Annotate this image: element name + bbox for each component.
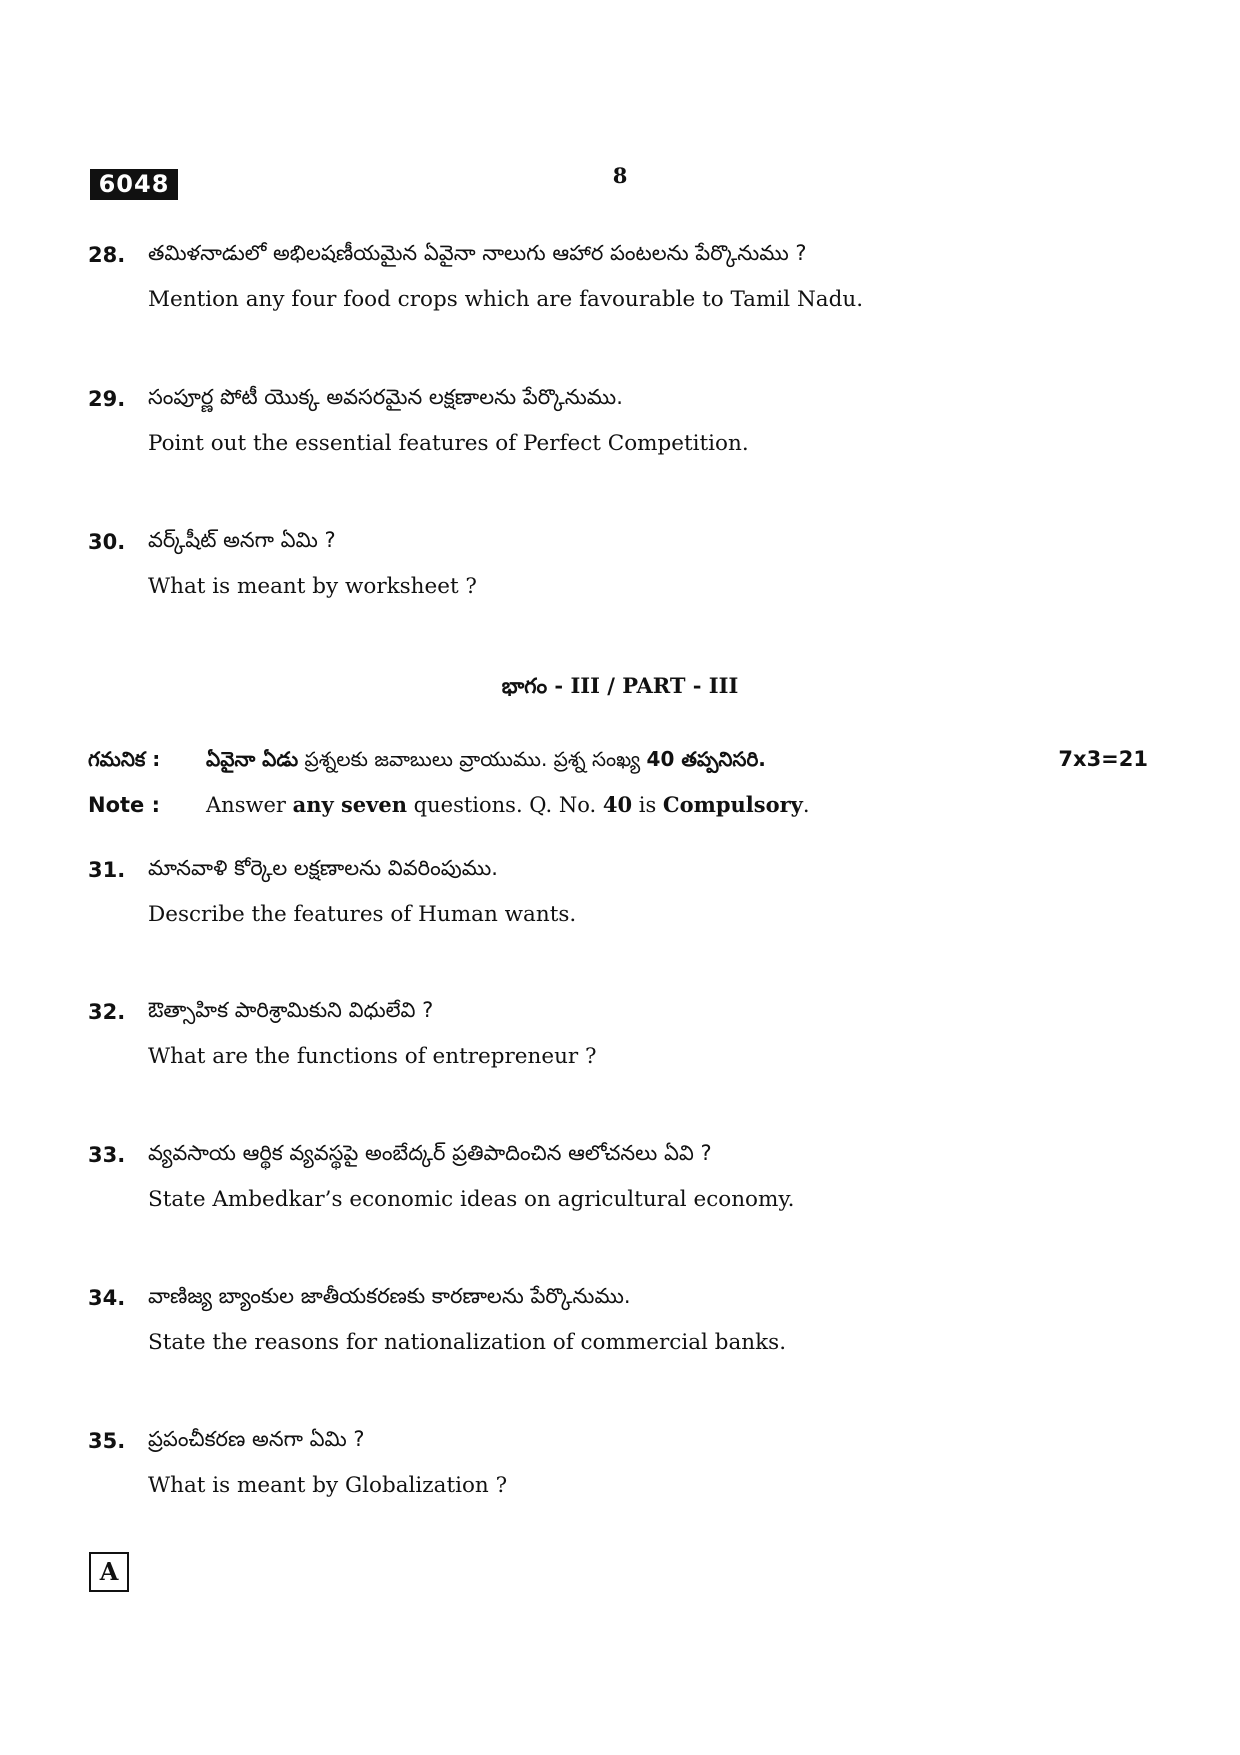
question-number: 28. bbox=[88, 243, 126, 267]
question-text-english: What are the functions of entrepreneur ? bbox=[148, 1044, 597, 1069]
marks-scheme: 7x3=21 bbox=[1058, 747, 1148, 771]
note-bold-compulsory: Compulsory bbox=[662, 792, 803, 817]
note-telugu bbox=[88, 747, 766, 776]
question-text-telugu: ప్రపంచీకరణ అనగా ఏమి ? bbox=[148, 1427, 365, 1451]
question-number: 35. bbox=[88, 1429, 126, 1453]
question-text-telugu: సంపూర్ణ పోటీ యొక్క అవసరమైన లక్షణాలను పేర్కొనుము. bbox=[148, 385, 623, 409]
question-text-telugu: ఔత్సాహిక పారిశ్రామికుని విధులేవి ? bbox=[148, 998, 434, 1022]
note-bold-40: 40 bbox=[602, 792, 633, 817]
question-text-telugu: వర్క్‌షీట్ అనగా ఏమి ? bbox=[148, 528, 336, 552]
question-text-english: What is meant by Globalization ? bbox=[148, 1473, 508, 1498]
page-number: 8 bbox=[612, 163, 628, 188]
note-text-a: Answer bbox=[206, 793, 293, 817]
question-text-telugu: తమిళనాడులో అభిలషణీయమైన ఏవైనా నాలుగు ఆహార పంటలను పేర్కొనుము ? bbox=[148, 241, 807, 265]
question-number: 31. bbox=[88, 858, 126, 882]
paper-code: 6048 bbox=[90, 169, 178, 200]
question-text-english: Describe the features of Human wants. bbox=[148, 902, 577, 927]
note-telugu-bold: ఏవైనా ఏడు bbox=[206, 747, 299, 771]
question-number: 29. bbox=[88, 387, 126, 411]
question-text-english: State Ambedkar’s economic ideas on agricultural economy. bbox=[148, 1187, 795, 1212]
note-label-telugu: గమనిక : bbox=[88, 747, 161, 771]
note-text-c: questions. Q. No. bbox=[407, 793, 603, 817]
note-telugu-compulsory: 40 తప్పనిసరి. bbox=[646, 747, 766, 771]
note-telugu-text: ప్రశ్నలకు జవాబులు వ్రాయుము. ప్రశ్న సంఖ్య bbox=[298, 747, 647, 771]
question-text-english: What is meant by worksheet ? bbox=[148, 574, 477, 599]
part-heading: భాగం - III / PART - III bbox=[501, 673, 739, 698]
question-text-telugu: వాణిజ్య బ్యాంకుల జాతీయకరణకు కారణాలను పేర్కొనుము. bbox=[148, 1284, 631, 1308]
question-set-letter: A bbox=[89, 1552, 129, 1592]
question-number: 34. bbox=[88, 1286, 126, 1310]
note-label-english: Note : bbox=[88, 793, 160, 817]
question-text-english: Point out the essential features of Perfect Competition. bbox=[148, 431, 749, 456]
question-text-english: Mention any four food crops which are favourable to Tamil Nadu. bbox=[148, 287, 864, 312]
note-text-e: is bbox=[632, 793, 663, 817]
question-text-telugu: మానవాళి కోర్కెల లక్షణాలను వివరింపుము. bbox=[148, 856, 498, 880]
question-number: 32. bbox=[88, 1000, 126, 1024]
note-bold-any-seven: any seven bbox=[292, 792, 407, 817]
question-text-telugu: వ్యవసాయ ఆర్థిక వ్యవస్థపై అంబేద్కర్ ప్రతిపాదించిన ఆలోచనలు ఏవి ? bbox=[148, 1141, 712, 1165]
question-text-english: State the reasons for nationalization of commercial banks. bbox=[148, 1330, 787, 1355]
note-english bbox=[88, 792, 810, 817]
question-number: 30. bbox=[88, 530, 126, 554]
question-number: 33. bbox=[88, 1143, 126, 1167]
note-text-g: . bbox=[802, 793, 810, 817]
